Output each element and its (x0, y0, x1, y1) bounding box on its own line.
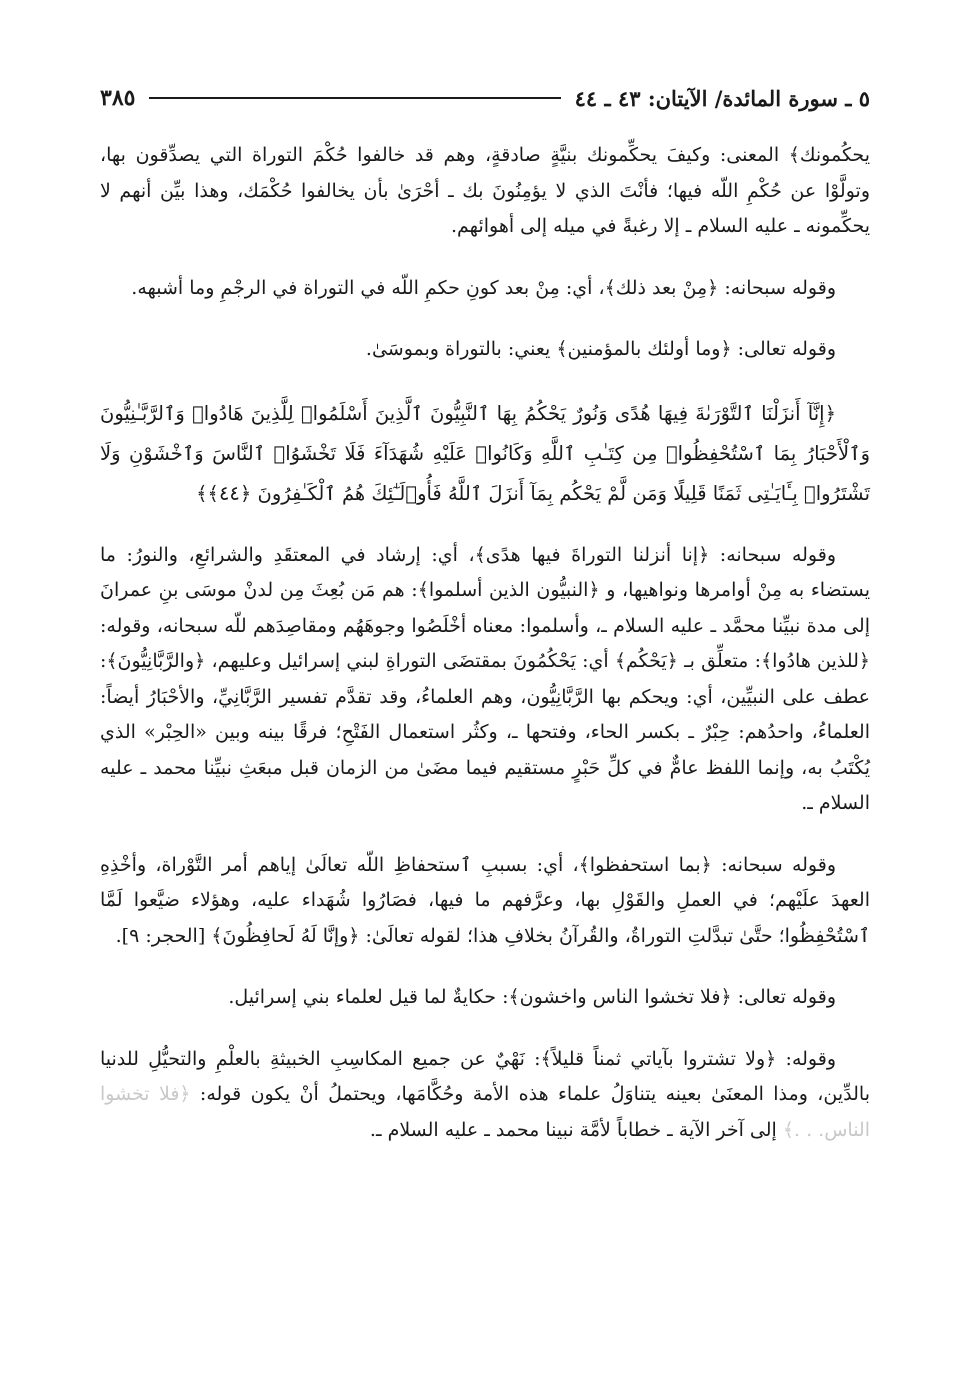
paragraph: وقوله تعالى: ﴿وما أولئك بالمؤمنين﴾ يعني: بالتوراة وبموسَىٰ. (365, 338, 836, 360)
faded-quote: ﴿فلا تخشوا الناس. . .﴾ (100, 1083, 870, 1141)
paragraph: وقوله سبحانه: ﴿بما استحفظوا﴾، أي: بسببِ ٱستحفاظِ اللّه تعالَىٰ إياهم أمر التَّوْراة، وأخْذِهِ العهدَ علَيْهم؛ في العملِ والقَوْلِ بها، وعرَّفهم ما فيها، فصَارُوا شُهَداء عليه، وهؤلاء ضيَّعوا لَمَّا ٱسْتُحْفِظُوا؛ حتَّىٰ تبدَّلتِ التوراةُ، والقُرآنُ بخلافِ هذا؛ لقوله تعالَىٰ: ﴿وإنَّا لَهُ لَحافِظُونَ﴾ [الحجر: ٩]. (100, 853, 870, 947)
paragraph (100, 1042, 870, 1149)
paragraph-text: إلى آخر الآية ـ خطاباً لأمَّة نبينا محمد ـ عليه السلام ـ. (369, 1118, 783, 1141)
header-rule (149, 97, 560, 99)
paragraph: وقوله تعالى: ﴿فلا تخشوا الناس واخشون﴾: حكايةٌ لما قيل لعلماء بني إسرائيل. (228, 986, 836, 1008)
running-header (100, 78, 870, 118)
paragraph: وقوله سبحانه: ﴿مِنْ بعد ذلك﴾، أي: مِنْ بعد كونِ حكمِ اللّه في التوراة في الرجْمِ وما أشبهه. (131, 276, 836, 299)
chapter-title: ٥ ـ سورة المائدة/ الآيتان: ٤٣ ـ ٤٤ (574, 85, 870, 111)
quran-verse: ﴿إِنَّآ أَنزَلْنَا ٱلتَّوْرَىٰةَ فِيهَا هُدًى وَنُورٌ يَحْكُمُ بِهَا ٱلنَّبِيُّونَ ٱلَّذِينَ أَسْلَمُوا۟ لِلَّذِينَ هَادُوا۟ وَٱلرَّبَّـٰنِيُّونَ وَٱلْأَحْبَارُ بِمَا ٱسْتُحْفِظُوا۟ مِن كِتَـٰبِ ٱللَّهِ وَكَانُوا۟ عَلَيْهِ شُهَدَآءَ فَلَا تَخْشَوُا۟ ٱلنَّاسَ وَٱخْشَوْنِ وَلَا تَشْتَرُوا۟ بِـَٔايَـٰتِى ثَمَنًا قَلِيلًا وَمَن لَّمْ يَحْكُم بِمَآ أَنزَلَ ٱللَّهُ فَأُو۟لَـٰٓئِكَ هُمُ ٱلْكَـٰفِرُونَ ﴿٤٤﴾﴾ (100, 401, 870, 505)
page-body (100, 138, 870, 1148)
book-page (100, 78, 870, 1174)
paragraph-text: وقوله: ﴿ولا تشتروا بآياتي ثمناً قليلاً﴾: نَهْيٌ عن جميع المكاسِبِ الخبيثةِ بالعلْمِ والتحيُّلِ للدنيا بالدِّين، ومذا المعنَىٰ بعينه يتناوَلُ علماء هذه الأمة وحُكَّامَها، ويحتملُ أنْ يكون قوله: (100, 1047, 870, 1105)
paragraph: وقوله سبحانه: ﴿إنا أنزلنا التوراةَ فيها هدًى﴾، أي: إرشاد في المعتقَدِ والشرائعِ، والنورُ: ما يستضاء به مِنْ أوامرها ونواهيها، و ﴿النبيُّون الذين أسلموا﴾: هم مَن بُعِثَ مِن لدنْ موسَى بنِ عمرانَ إلى مدة نبيِّنا محمَّد ـ عليه السلام ـ، وأسلموا: معناه أخْلَصُوا وجوهَهُم ومقاصِدَهم للّه سبحانه، وقوله: ﴿للذين هادُوا﴾: متعلِّق بـ ﴿يَحْكُم﴾ أي: يَحْكُمُونَ بمقتضَى التوراةِ لبني إسرائيل وعليهم، ﴿والرَّبَّانِيُّونَ﴾: عطف على النبيِّين، أي: ويحكم بها الرَّبَّانِيُّون، وهم العلماءُ، وقد تقدَّم تفسير الرَّبَّانِيِّ، والأحْبَارُ أيضاً: العلماءُ، واحدُهم: حِبْرٌ ـ بكسر الحاء، وفتحها ـ، وكثُر استعمال الفَتْحِ؛ فرقًا بينه وبين «الحِبْر» الذي يُكْتَبُ به، وإنما اللفظ عامٌّ في كلِّ حَبْرٍ مستقيم فيما مضَىٰ من الزمان قبل مبعَثِ نبيِّنا محمد ـ عليه السلام ـ. (100, 543, 870, 814)
paragraph: يحكُمونك﴾ المعنى: وكيفَ يحكِّمونك بنيَّةٍ صادقةٍ، وهم قد خالفوا حُكْمَ التوراة التي يصدِّقون بها، وتولَّوْا عن حُكْمِ اللّه فيها؛ فأنْتَ الذي لا يؤمِنُونَ بك ـ أحْرَىٰ بأن يخالفوا حُكْمَك، وهذا بيِّن أنهم لا يحكِّمونه ـ عليه السلام ـ إلا رغبةً في ميله إلى أهوائهم. (100, 144, 870, 237)
page-number: ٣٨٥ (100, 85, 136, 111)
